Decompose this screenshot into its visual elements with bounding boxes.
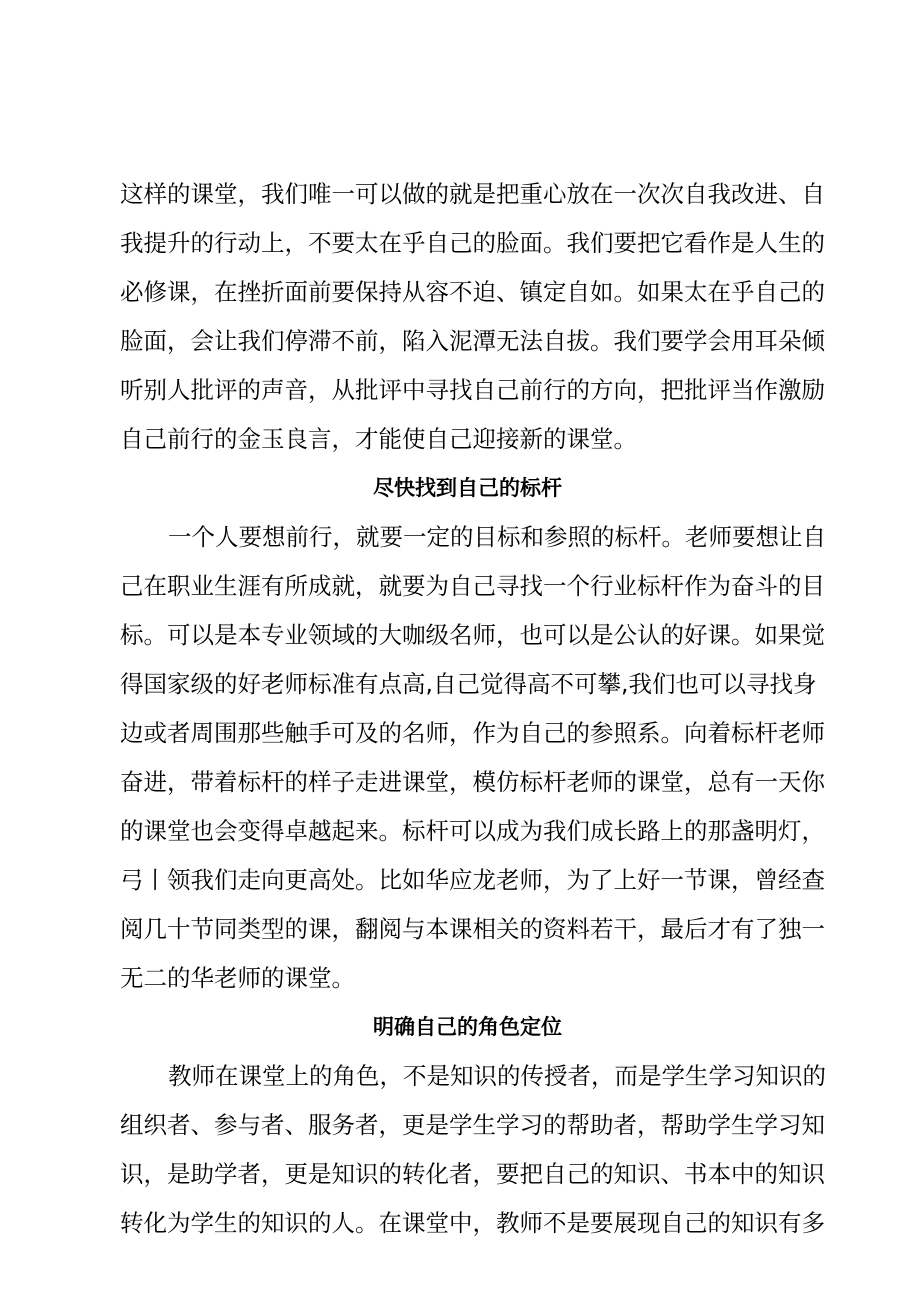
text-line: 我提升的行动上，不要太在乎自己的脸面。我们要把它看作是人生的 — [120, 229, 825, 257]
text-line: 的课堂也会变得卓越起来。标杆可以成为我们成长路上的那盏明灯， — [120, 817, 825, 845]
section-heading: 明确自己的角色定位 — [373, 1015, 562, 1039]
text-line: 弓丨领我们走向更高处。比如华应龙老师，为了上好一节课，曾经查 — [120, 866, 825, 894]
text-line: 自己前行的金玉良言，才能使自己迎接新的课堂。 — [120, 425, 637, 453]
text-line: 识，是助学者，更是知识的转化者，要把自己的知识、书本中的知识 — [120, 1160, 825, 1188]
text-line: 教师在课堂上的角色，不是知识的传授者，而是学生学习知识的 — [168, 1062, 826, 1090]
text-line: 转化为学生的知识的人。在课堂中，教师不是要展现自己的知识有多 — [120, 1209, 825, 1237]
text-line: 脸面，会让我们停滞不前，陷入泥潭无法自拔。我们要学会用耳朵倾 — [120, 327, 825, 355]
section-heading: 尽快找到自己的标杆 — [373, 476, 562, 500]
text-line: 这样的课堂，我们唯一可以做的就是把重心放在一次次自我改进、自 — [120, 180, 825, 208]
section-benchmark — [120, 464, 826, 1003]
text-line: 得国家级的好老师标准有点高,自己觉得高不可攀,我们也可以寻找身 — [120, 670, 817, 698]
text-line: 组织者、参与者、服务者，更是学生学习的帮助者，帮助学生学习知 — [120, 1111, 825, 1139]
text-line: 必修课，在挫折面前要保持从容不迫、镇定自如。如果太在乎自己的 — [120, 278, 825, 306]
section-role — [120, 1003, 826, 1248]
document-body — [120, 170, 826, 1248]
section-continuation — [120, 170, 825, 464]
text-line: 听别人批评的声音，从批评中寻找自己前行的方向，把批评当作激励 — [120, 376, 825, 404]
text-line: 边或者周围那些触手可及的名师，作为自己的参照系。向着标杆老师 — [120, 719, 825, 747]
text-line: 阅几十节同类型的课，翻阅与本课相关的资料若干，最后才有了独一 — [120, 915, 825, 943]
paragraph — [120, 170, 825, 464]
text-line: 标。可以是本专业领域的大咖级名师，也可以是公认的好课。如果觉 — [120, 621, 825, 649]
text-line: 己在职业生涯有所成就，就要为自己寻找一个行业标杆作为奋斗的目 — [120, 572, 825, 600]
text-line: 一个人要想前行，就要一定的目标和参照的标杆。老师要想让自 — [168, 523, 826, 551]
text-line: 无二的华老师的课堂。 — [120, 964, 355, 992]
paragraph — [120, 1052, 826, 1248]
paragraph — [120, 513, 826, 1003]
text-line: 奋进，带着标杆的样子走进课堂，模仿标杆老师的课堂，总有一天你 — [120, 768, 825, 796]
